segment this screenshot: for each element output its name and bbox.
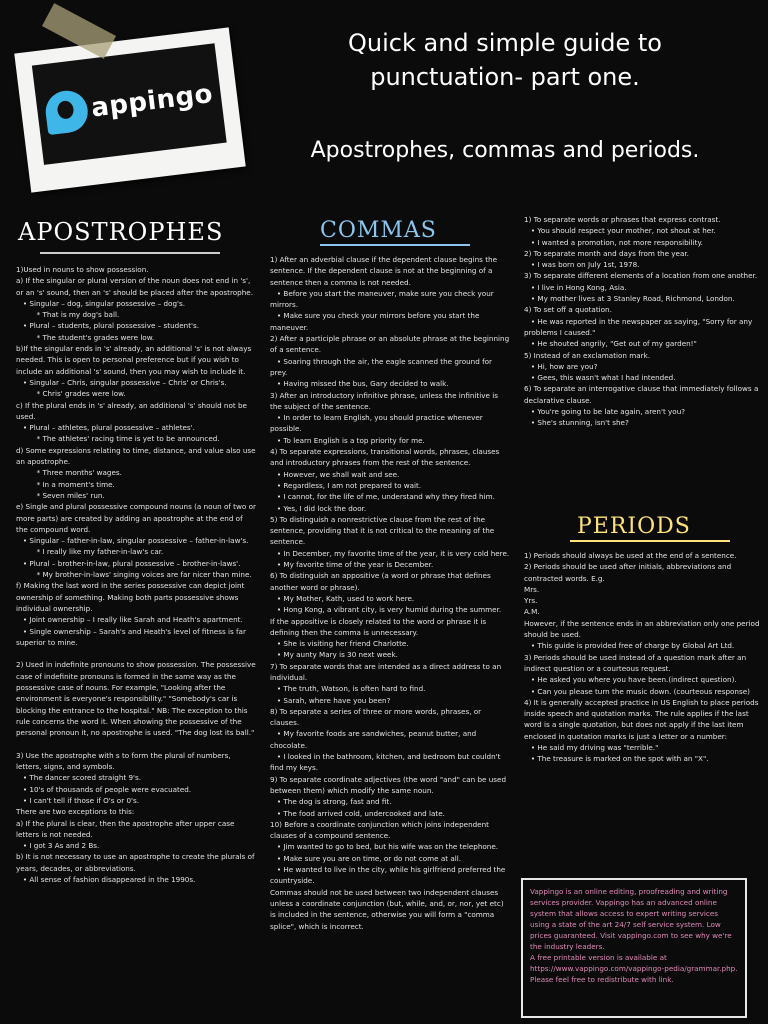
text-line: • I got 3 As and 2 Bs. [16, 841, 100, 851]
text-line: • He was reported in the newspaper as saying, "Sorry for any problems I caused." [524, 316, 755, 337]
heading-commas: COMMAS [320, 218, 437, 243]
text-line: • You're going to be late again, aren't you? [524, 407, 686, 417]
text-line: • Make sure you check your mirrors before you start the maneuver. [270, 311, 482, 332]
title-line-1: Quick and simple guide to [348, 29, 662, 57]
text-line: • The food arrived cold, undercooked and late. [270, 808, 445, 818]
text-line: • Plural – brother-in-law, plural possessive – brother-in-laws'. [16, 558, 241, 568]
text-line: 4) To separate expressions, transitional words, phrases, clauses and introductory phrases from the rest of the sentence. [270, 447, 502, 468]
text-line: e) Single and plural possessive compound nouns (a noun of two or more parts) are created by adding an apostrophe at the end of the compound word. [16, 502, 259, 534]
text-line: * Three months' wages. [16, 468, 122, 478]
text-line: • Regardless, I am not prepared to wait. [270, 480, 422, 490]
text-line [16, 648, 256, 659]
text-line: • My aunty Mary is 30 next week. [270, 650, 398, 660]
text-line: • I cannot, for the life of me, understand why they fired him. [270, 492, 495, 502]
text-line: 3) Periods should be used instead of a question mark after an indirect question or a courteous request. [524, 652, 749, 673]
text-line: • Sarah, where have you been? [270, 695, 391, 705]
text-line: • Singular – Chris, singular possessive – Chris' or Chris's. [16, 377, 227, 387]
text-line: d) Some expressions relating to time, distance, and value also use an apostrophe. [16, 445, 258, 467]
text-line: Vappingo is an online editing, proofreading and writing services provider. Vappingo has an advanced online system that allows access to expert writing services using a state of the art 24/7 self service system. Low prices guaranteed. Visit vappingo.com to see why we're the industry leaders. [530, 887, 734, 951]
text-line: • Hi, how are you? [524, 361, 598, 371]
text-line: f) Making the last word in the series possessive can depict joint ownership of something. Making both parts possessive shows individual ownership. [16, 581, 247, 613]
text-line: * Seven miles' run. [16, 490, 105, 500]
divider-apostrophes [40, 252, 220, 254]
text-line: * In a moment's time. [16, 479, 115, 489]
text-line: * That is my dog's ball. [16, 310, 120, 320]
vappingo-logo-icon [43, 88, 90, 135]
text-line: • You should respect your mother, not shout at her. [524, 226, 716, 236]
text-line: * The athletes' racing time is yet to be announced. [16, 434, 220, 444]
text-line: 2) After a participle phrase or an absolute phrase at the beginning of a sentence. [270, 334, 512, 355]
logo-photo [32, 43, 227, 165]
text-line: Yrs. [524, 596, 538, 606]
text-line: A free printable version is available at https://www.vappingo.com/vappingo-pedia/grammar.php. Please feel free to redistribute with link. [530, 953, 740, 984]
text-line: • Before you start the maneuver, make sure you check your mirrors. [270, 288, 497, 310]
text-line: • Gees, this wasn't what I had intended. [524, 373, 676, 383]
text-line: • 10's of thousands of people were evacuated. [16, 784, 192, 794]
text-line: b) It is not necessary to use an apostrophe to create the plurals of years, decades, or abbreviations. [16, 852, 257, 873]
text-line: • Single ownership – Sarah's and Heath's level of fitness is far superior to mine. [16, 626, 249, 647]
text-line: • I wanted a promotion, not more responsibility. [524, 237, 703, 247]
text-line: • This guide is provided free of charge by Global Art Ltd. [524, 641, 735, 651]
text-line: • He asked you where you have been.(indirect question). [524, 675, 737, 685]
text-line: 1) To separate words or phrases that express contrast. [524, 215, 721, 224]
text-line: • Soaring through the air, the eagle scanned the ground for prey. [270, 356, 495, 377]
text-line: • She is visiting her friend Charlotte. [270, 639, 409, 649]
text-line: • Having missed the bus, Gary decided to walk. [270, 379, 449, 389]
text-line: 5) To distinguish a nonrestrictive clause from the rest of the sentence, providing that it is not critical to the meaning of the sentence. [270, 514, 497, 547]
text-line: b)If the singular ends in 's' already, an additional 's' is not always needed. This is open to personal preference but if you wish to include an additional 's' sound, then you may wish to include it. [16, 344, 254, 376]
text-line: 2) Used in indefinite pronouns to show possession. The possessive case of indefinite pronouns is formed in the same way as the possessive case of nouns. For example, "Looking after the environment is everyone's responsibility." "Somebody's car is blocking the entrance to the hospital." NB: The exception to this rule concerns the word it. When showing the possessive of the personal pronoun it, no apostrophe is used. "The dog lost its ball." [16, 660, 258, 738]
text-line: • The dancer scored straight 9's. [16, 773, 142, 783]
text-line: • To learn English is a top priority for me. [270, 435, 425, 445]
text-line: 5) Instead of an exclamation mark. [524, 350, 651, 360]
text-line: • Jim wanted to go to bed, but his wife was on the telephone. [270, 842, 499, 852]
text-line: • However, we shall wait and see. [270, 469, 400, 479]
text-line: 10) Before a coordinate conjunction which joins independent clauses of a compound sentence. [270, 819, 492, 841]
logo-polaroid [14, 27, 245, 192]
text-line: • All sense of fashion disappeared in the 1990s. [16, 875, 196, 885]
text-line: • She's stunning, isn't she? [524, 418, 629, 428]
text-line: • I looked in the bathroom, kitchen, and bedroom but couldn't find my keys. [270, 752, 503, 773]
text-line: • Plural – students, plural possessive – student's. [16, 321, 200, 331]
apostrophes-section [16, 264, 259, 1024]
text-line: * Chris' grades were low. [16, 389, 126, 399]
heading-apostrophes: APOSTROPHES [18, 218, 224, 246]
text-line: • I was born on July 1st, 1978. [524, 260, 640, 270]
text-line: 4) It is generally accepted practice in US English to place periods inside speech and quotation marks. The rule applies if the last word is a single quotation, but does not apply if the last item enclosed in quotation marks is just a letter or a number: [524, 697, 761, 741]
text-line: Mrs. [524, 584, 540, 594]
text-line: • I live in Hong Kong, Asia. [524, 282, 627, 292]
text-line: 6) To distinguish an appositive (a word or phrase that defines another word or phrase). [270, 571, 493, 592]
text-line: • Can you please turn the music down. (courteous response) [524, 686, 750, 696]
text-line: • My favorite foods are sandwiches, peanut butter, and chocolate. [270, 729, 479, 750]
text-line: 1) After an adverbial clause if the dependent clause begins the sentence. If the dependent clause is not at the beginning of a sentence then a comma is not needed. [270, 255, 500, 287]
text-line: c) If the plural ends in 's' already, an additional 's' should not be used. [16, 400, 250, 421]
commas-continued-section [524, 214, 760, 510]
page-subtitle: Apostrophes, commas and periods. [310, 138, 700, 163]
text-line: a) If the plural is clear, then the apostrophe after upper case letters is not needed. [16, 818, 237, 839]
text-line: * My brother-in-laws' singing voices are far nicer than mine. [16, 570, 252, 580]
text-line: 7) To separate words that are intended as a direct address to an individual. [270, 661, 504, 682]
text-line: • In order to learn English, you should practice whenever possible. [270, 413, 486, 434]
page-title [290, 26, 720, 94]
text-line: 9) To separate coordinate adjectives (the word "and" can be used between them) which modify the same noun. [270, 774, 509, 795]
commas-section [270, 254, 510, 1024]
text-line: • He shouted angrily, "Get out of my garden!" [524, 339, 697, 349]
text-line: • Singular – dog, singular possessive – dog's. [16, 298, 186, 308]
text-line: • Hong Kong, a vibrant city, is very humid during the summer. [270, 605, 502, 615]
text-line: 1) Periods should always be used at the end of a sentence. [524, 551, 737, 560]
logo-text: appingo [89, 78, 215, 124]
text-line: 6) To separate an interrogative clause that immediately follows a declarative clause. [524, 384, 761, 405]
text-line: 2) Periods should be used after initials, abbreviations and contracted words. E.g. [524, 562, 734, 583]
text-line: There are two exceptions to this: [16, 807, 135, 817]
text-line: • Singular – father-in-law, singular possessive – father-in-law's. [16, 536, 249, 546]
text-line: 8) To separate a series of three or more words, phrases, or clauses. [270, 706, 484, 728]
text-line: • The truth, Watson, is often hard to find. [270, 684, 426, 694]
text-line: A.M. [524, 607, 540, 617]
text-line: Commas should not be used between two independent clauses unless a coordinate conjunction (but, while, and, or, nor, yet etc) is included in the sentence, otherwise you will form a "comma splice", which is incorrect. [270, 887, 506, 931]
text-line: 4) To set off a quotation. [524, 305, 612, 315]
text-line: 3) After an introductory infinitive phrase, unless the infinitive is the subject of the sentence. [270, 390, 501, 411]
text-line: 3) Use the apostrophe with s to form the plural of numbers, letters, signs, and symbols. [16, 750, 233, 772]
heading-periods: PERIODS [577, 514, 691, 539]
divider-periods [570, 540, 730, 542]
text-line: 2) To separate month and days from the year. [524, 248, 689, 258]
text-line: a) If the singular or plural version of the noun does not end in 's', or an 's' sound, then an 's' should be placed after the apostrophe. [16, 276, 253, 297]
text-line: • I can't tell if those if O's or 0's. [16, 795, 140, 805]
vappingo-info-box [521, 878, 747, 1018]
text-line: • Plural – athletes, plural possessive – athletes'. [16, 423, 195, 433]
text-line: • The dog is strong, fast and fit. [270, 797, 392, 807]
text-line: • My mother lives at 3 Stanley Road, Richmond, London. [524, 294, 735, 304]
divider-commas [320, 244, 470, 246]
text-line: If the appositive is closely related to the word or phrase it is defining then the comma is unnecessary. [270, 616, 489, 637]
text-line [16, 738, 256, 749]
text-line: 3) To separate different elements of a location from one another. [524, 271, 758, 281]
text-line: * I really like my father-in-law's car. [16, 547, 164, 557]
periods-section [524, 550, 760, 870]
text-line: However, if the sentence ends in an abbreviation only one period should be used. [524, 618, 762, 640]
text-line: • Joint ownership – I really like Sarah and Heath's apartment. [16, 615, 243, 625]
text-line: 1)Used in nouns to show possession. [16, 265, 149, 274]
text-line: * The student's grades were low. [16, 332, 155, 342]
text-line: • He wanted to live in the city, while his girlfriend preferred the countryside. [270, 865, 508, 886]
text-line: • My Mother, Kath, used to work here. [270, 593, 415, 603]
text-line: • Make sure you are on time, or do not come at all. [270, 853, 462, 863]
text-line: • Yes, I did lock the door. [270, 503, 367, 513]
text-line: • He said my driving was "terrible." [524, 743, 659, 753]
text-line: • The treasure is marked on the spot with an "X". [524, 754, 709, 764]
text-line: • My favorite time of the year is December. [270, 560, 434, 570]
text-line: • In December, my favorite time of the year, it is very cold here. [270, 548, 510, 558]
title-line-2: punctuation- part one. [370, 63, 640, 91]
